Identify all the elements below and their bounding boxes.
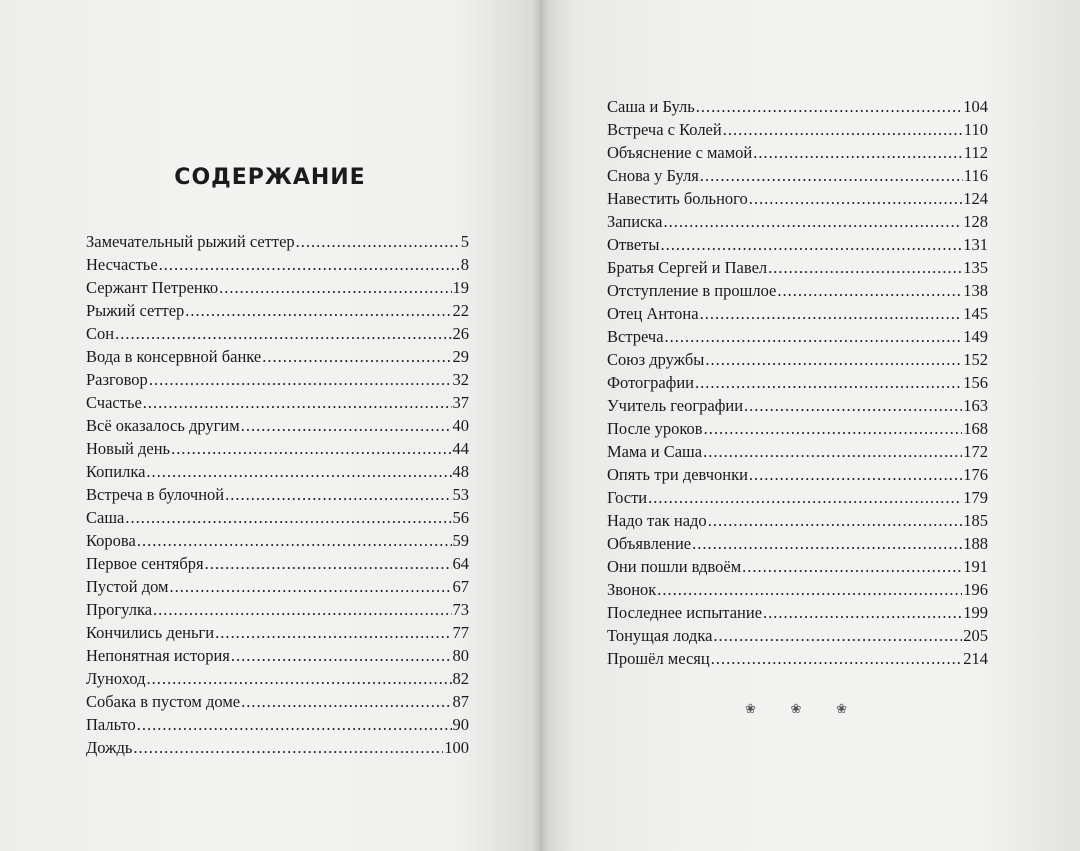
toc-entry-title: После уроков (607, 419, 703, 438)
toc-entry-page: 179 (963, 488, 988, 507)
toc-entry-page: 80 (452, 646, 469, 665)
toc-entry (607, 279, 988, 302)
toc-entry (607, 325, 988, 348)
toc-entry (86, 253, 469, 276)
toc-entry (607, 118, 988, 141)
toc-entry-title: Объяснение с мамой (607, 143, 753, 162)
toc-entry-title: Саша (86, 508, 125, 527)
toc-entry (86, 506, 469, 529)
toc-leader-dots (744, 394, 962, 417)
toc-entry-page: 172 (963, 442, 988, 461)
toc-entry-title: Снова у Буля (607, 166, 699, 185)
toc-leader-dots (660, 233, 962, 256)
toc-entry-page: 131 (963, 235, 988, 254)
flower-ornament-icon: ❀ (790, 702, 800, 717)
toc-entry-title: Учитель географии (607, 396, 744, 415)
toc-entry (607, 187, 988, 210)
toc-entry-page: 191 (963, 557, 988, 576)
toc-entry (607, 348, 988, 371)
toc-entry (607, 164, 988, 187)
toc-leader-dots (169, 575, 451, 598)
toc-entry (607, 233, 988, 256)
contents-list-left (86, 230, 469, 759)
toc-entry (607, 463, 988, 486)
toc-entry-title: Счастье (86, 393, 142, 412)
toc-entry-page: 87 (452, 692, 469, 711)
toc-entry-page: 82 (452, 669, 469, 688)
toc-entry (607, 532, 988, 555)
toc-leader-dots (137, 529, 452, 552)
toc-entry-title: Дождь (86, 738, 133, 757)
toc-entry-title: Прогулка (86, 600, 153, 619)
toc-entry-title: Разговор (86, 370, 148, 389)
toc-entry-title: Саша и Буль (607, 97, 695, 116)
toc-entry-page: 29 (452, 347, 469, 366)
toc-entry (607, 371, 988, 394)
toc-entry-page: 19 (452, 278, 469, 297)
toc-leader-dots (723, 118, 963, 141)
toc-leader-dots (231, 644, 452, 667)
toc-leader-dots (705, 348, 962, 371)
toc-entry (86, 230, 469, 253)
toc-entry-title: Встреча (607, 327, 664, 346)
toc-leader-dots (777, 279, 962, 302)
flower-ornament-icon: ❀ (836, 702, 845, 717)
toc-entry-title: Несчастье (86, 255, 158, 274)
toc-entry-title: Встреча с Колей (607, 120, 722, 139)
toc-entry-page: 100 (444, 738, 469, 757)
toc-leader-dots (241, 414, 452, 437)
toc-entry-title: Отец Антона (607, 304, 699, 323)
toc-entry-title: Надо так надо (607, 511, 707, 530)
toc-entry-page: 90 (452, 715, 469, 734)
toc-entry (86, 667, 469, 690)
toc-entry (86, 552, 469, 575)
toc-entry-page: 53 (452, 485, 469, 504)
toc-entry (607, 509, 988, 532)
toc-entry (607, 256, 988, 279)
toc-entry-page: 110 (963, 120, 988, 139)
toc-entry-title: Ответы (607, 235, 660, 254)
toc-entry-page: 205 (963, 626, 988, 645)
toc-entry-title: Звонок (607, 580, 657, 599)
toc-entry (86, 713, 469, 736)
toc-entry (86, 276, 469, 299)
toc-leader-dots (262, 345, 451, 368)
toc-entry-page: 163 (963, 396, 988, 415)
toc-leader-dots (663, 210, 962, 233)
toc-leader-dots (215, 621, 451, 644)
toc-entry (86, 414, 469, 437)
toc-leader-dots (700, 302, 963, 325)
toc-entry-page: 44 (452, 439, 469, 458)
toc-leader-dots (205, 552, 452, 575)
toc-entry-title: Встреча в булочной (86, 485, 225, 504)
right-page (540, 0, 1080, 851)
toc-entry-page: 37 (452, 393, 469, 412)
toc-entry-title: Непонятная история (86, 646, 230, 665)
toc-entry-page: 32 (452, 370, 469, 389)
toc-entry-title: Сержант Петренко (86, 278, 219, 297)
toc-leader-dots (703, 440, 962, 463)
toc-entry-page: 116 (963, 166, 988, 185)
toc-leader-dots (768, 256, 962, 279)
toc-entry-title: Пустой дом (86, 577, 169, 596)
toc-entry (607, 601, 988, 624)
contents-list-right (607, 95, 988, 670)
toc-entry-title: Они пошли вдвоём (607, 557, 742, 576)
toc-entry-title: Первое сентября (86, 554, 204, 573)
toc-entry-page: 196 (963, 580, 988, 599)
toc-leader-dots (153, 598, 451, 621)
toc-entry-page: 199 (963, 603, 988, 622)
toc-leader-dots (648, 486, 962, 509)
toc-entry (86, 391, 469, 414)
toc-entry-page: 168 (963, 419, 988, 438)
toc-leader-dots (115, 322, 451, 345)
toc-entry-page: 5 (460, 232, 469, 251)
toc-entry-page: 40 (452, 416, 469, 435)
toc-leader-dots (704, 417, 963, 440)
toc-leader-dots (692, 532, 962, 555)
toc-entry-page: 128 (963, 212, 988, 231)
toc-entry (86, 736, 469, 759)
toc-entry (607, 210, 988, 233)
toc-entry-page: 8 (460, 255, 469, 274)
toc-entry (86, 644, 469, 667)
toc-entry-title: Новый день (86, 439, 171, 458)
toc-entry-title: Союз дружбы (607, 350, 705, 369)
toc-entry-page: 112 (963, 143, 988, 162)
toc-entry (607, 440, 988, 463)
toc-entry (86, 621, 469, 644)
toc-leader-dots (146, 460, 451, 483)
toc-entry-page: 149 (963, 327, 988, 346)
toc-entry-title: Рыжий сеттер (86, 301, 185, 320)
toc-leader-dots (133, 736, 443, 759)
toc-entry-page: 214 (963, 649, 988, 668)
toc-entry-page: 188 (963, 534, 988, 553)
toc-entry-page: 152 (963, 350, 988, 369)
toc-entry-page: 104 (963, 97, 988, 116)
toc-entry-title: Опять три девчонки (607, 465, 748, 484)
toc-entry-page: 22 (452, 301, 469, 320)
toc-entry-title: Луноход (86, 669, 146, 688)
toc-entry-page: 124 (963, 189, 988, 208)
toc-entry-title: Отступление в прошлое (607, 281, 777, 300)
toc-entry-page: 56 (452, 508, 469, 527)
toc-entry (86, 299, 469, 322)
toc-entry (86, 437, 469, 460)
toc-entry-title: Объявление (607, 534, 692, 553)
toc-entry-title: Последнее испытание (607, 603, 763, 622)
toc-entry-page: 135 (963, 258, 988, 277)
toc-entry-page: 185 (963, 511, 988, 530)
toc-entry-title: Копилка (86, 462, 146, 481)
toc-entry (86, 460, 469, 483)
toc-leader-dots (749, 187, 962, 210)
toc-entry-page: 48 (452, 462, 469, 481)
toc-leader-dots (763, 601, 962, 624)
toc-entry (86, 345, 469, 368)
toc-entry-title: Мама и Саша (607, 442, 703, 461)
toc-entry-title: Прошёл месяц (607, 649, 710, 668)
toc-entry (607, 647, 988, 670)
toc-leader-dots (749, 463, 962, 486)
toc-leader-dots (143, 391, 452, 414)
toc-leader-dots (125, 506, 451, 529)
toc-entry-page: 26 (452, 324, 469, 343)
toc-leader-dots (708, 509, 963, 532)
toc-leader-dots (742, 555, 962, 578)
toc-leader-dots (296, 230, 460, 253)
toc-entry-title: Фотографии (607, 373, 695, 392)
toc-entry (86, 598, 469, 621)
toc-leader-dots (147, 667, 452, 690)
toc-leader-dots (700, 164, 963, 187)
toc-leader-dots (241, 690, 451, 713)
toc-entry-title: Вода в консервной банке (86, 347, 262, 366)
toc-leader-dots (149, 368, 452, 391)
toc-entry-title: Всё оказалось другим (86, 416, 240, 435)
toc-entry (86, 322, 469, 345)
toc-leader-dots (711, 647, 963, 670)
toc-leader-dots (159, 253, 460, 276)
toc-leader-dots (185, 299, 451, 322)
toc-entry (607, 578, 988, 601)
toc-entry-title: Братья Сергей и Павел (607, 258, 768, 277)
toc-entry (607, 141, 988, 164)
toc-entry-page: 73 (452, 600, 469, 619)
toc-entry-page: 64 (452, 554, 469, 573)
toc-entry-title: Тонущая лодка (607, 626, 713, 645)
toc-entry-page: 67 (452, 577, 469, 596)
book-gutter (532, 0, 548, 851)
toc-entry-title: Пальто (86, 715, 136, 734)
toc-leader-dots (137, 713, 452, 736)
toc-entry-title: Корова (86, 531, 136, 550)
toc-entry-title: Гости (607, 488, 648, 507)
toc-entry-title: Замечательный рыжий сеттер (86, 232, 295, 251)
toc-entry (607, 624, 988, 647)
toc-leader-dots (225, 483, 451, 506)
toc-entry (86, 529, 469, 552)
toc-leader-dots (665, 325, 963, 348)
toc-entry (607, 95, 988, 118)
toc-entry (86, 483, 469, 506)
toc-leader-dots (219, 276, 451, 299)
toc-leader-dots (753, 141, 963, 164)
toc-entry-title: Кончились деньги (86, 623, 215, 642)
contents-heading: СОДЕРЖАНИЕ (174, 164, 366, 190)
toc-entry-title: Собака в пустом доме (86, 692, 241, 711)
toc-entry-title: Записка (607, 212, 663, 231)
toc-entry (86, 690, 469, 713)
toc-entry (607, 417, 988, 440)
toc-entry (86, 575, 469, 598)
toc-entry (607, 394, 988, 417)
toc-leader-dots (713, 624, 962, 647)
toc-leader-dots (171, 437, 451, 460)
toc-entry (607, 486, 988, 509)
toc-entry-title: Сон (86, 324, 115, 343)
toc-entry-page: 77 (452, 623, 469, 642)
toc-entry-page: 59 (452, 531, 469, 550)
toc-entry-page: 138 (963, 281, 988, 300)
toc-entry-page: 156 (963, 373, 988, 392)
ornament (745, 702, 845, 717)
toc-leader-dots (657, 578, 962, 601)
toc-entry (607, 555, 988, 578)
toc-entry-title: Навестить больного (607, 189, 748, 208)
toc-entry-page: 176 (963, 465, 988, 484)
toc-entry (86, 368, 469, 391)
toc-entry (607, 302, 988, 325)
toc-leader-dots (695, 371, 962, 394)
toc-leader-dots (696, 95, 962, 118)
toc-entry-page: 145 (963, 304, 988, 323)
flower-ornament-icon: ❀ (745, 702, 754, 717)
